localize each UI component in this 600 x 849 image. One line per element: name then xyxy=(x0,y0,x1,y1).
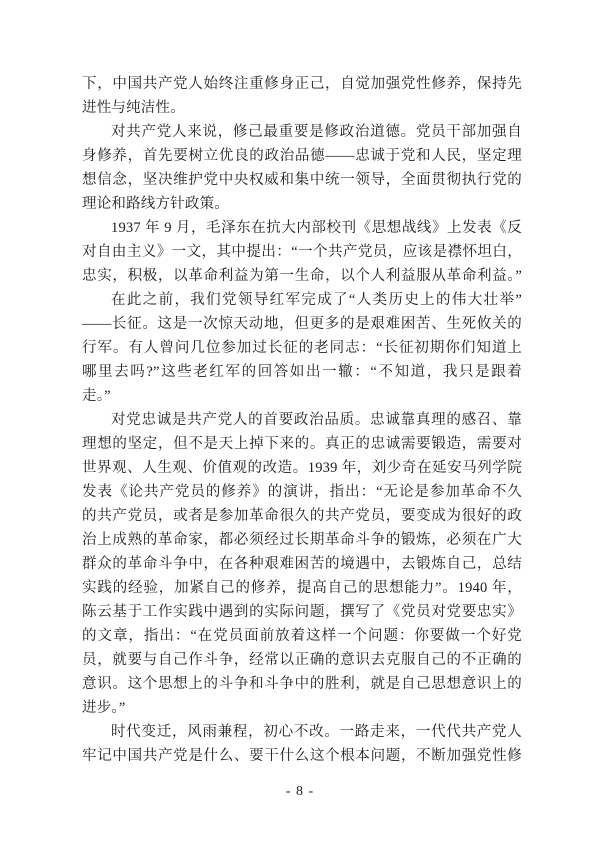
text-line: 世界观、人生观、价值观的改造。1939 年，刘少奇在延安马列学院 xyxy=(82,460,522,476)
text-line: 哪里去吗?”这些老红军的回答如出一辙：“不知道，我只是跟着 xyxy=(82,364,522,380)
text-line: 进性与纯洁性。 xyxy=(82,100,185,116)
text-line: 忠实，积极，以革命利益为第一生命，以个人利益服从革命利益。” xyxy=(82,268,522,284)
text-line: 群众的革命斗争中，在各种艰难困苦的境遇中，去锻炼自己，总结 xyxy=(82,556,522,572)
text-line: 时代变迁，风雨兼程，初心不改。一路走来，一代代共产党人 xyxy=(111,724,522,740)
text-line: 对自由主义》一文，其中提出：“一个共产党员，应该是襟怀坦白， xyxy=(82,244,522,260)
text-line: 在此之前，我们党领导红军完成了“人类历史上的伟大壮举” xyxy=(111,292,522,308)
text-line: 走。” xyxy=(82,388,111,404)
text-line: 陈云基于工作实践中遇到的实际问题，撰写了《党员对党要忠实》 xyxy=(82,604,522,620)
text-line: ——长征。这是一次惊天动地，但更多的是艰难困苦、生死攸关的 xyxy=(82,316,522,332)
text-line: 对共产党人来说，修己最重要是修政治道德。党员干部加强自 xyxy=(111,124,522,140)
text-line: 实践的经验，加紧自己的修养，提高自己的思想能力”。1940 年， xyxy=(82,580,522,596)
text-line: 进步。” xyxy=(82,700,126,716)
text-line: 的文章，指出：“在党员面前放着这样一个问题：你要做一个好党 xyxy=(82,628,522,644)
text-line: 想信念，坚决维护党中央权威和集中统一领导，全面贯彻执行党的 xyxy=(82,172,522,188)
document-body xyxy=(82,72,522,768)
page-number: - 8 - xyxy=(285,784,315,799)
text-line: 下，中国共产党人始终注重修身正己，自觉加强党性修养，保持先 xyxy=(82,76,522,92)
text-line: 身修养，首先要树立优良的政治品德——忠诚于党和人民，坚定理 xyxy=(82,148,522,164)
text-line: 牢记中国共产党是什么、要干什么这个根本问题，不断加强党性修 xyxy=(82,748,522,764)
text-line: 意识。这个思想上的斗争和斗争中的胜利，就是自己思想意识上的 xyxy=(82,676,522,692)
text-line: 理想的坚定，但不是天上掉下来的。真正的忠诚需要锻造，需要对 xyxy=(82,436,522,452)
text-line: 的共产党员，或者是参加革命很久的共产党员，要变成为很好的政 xyxy=(82,508,522,524)
text-line: 员，就要与自己作斗争，经常以正确的意识去克服自己的不正确的 xyxy=(82,652,522,668)
text-line: 发表《论共产党员的修养》的演讲，指出：“无论是参加革命不久 xyxy=(82,484,522,500)
text-line: 理论和路线方针政策。 xyxy=(82,196,229,212)
text-line: 1937 年 9 月，毛泽东在抗大内部校刊《思想战线》上发表《反 xyxy=(111,220,522,236)
text-line: 行军。有人曾问几位参加过长征的老同志：“长征初期你们知道上 xyxy=(82,340,522,356)
text-line: 治上成熟的革命家，都必须经过长期革命斗争的锻炼，必须在广大 xyxy=(82,532,522,548)
text-line: 对党忠诚是共产党人的首要政治品质。忠诚靠真理的感召、靠 xyxy=(111,412,522,428)
